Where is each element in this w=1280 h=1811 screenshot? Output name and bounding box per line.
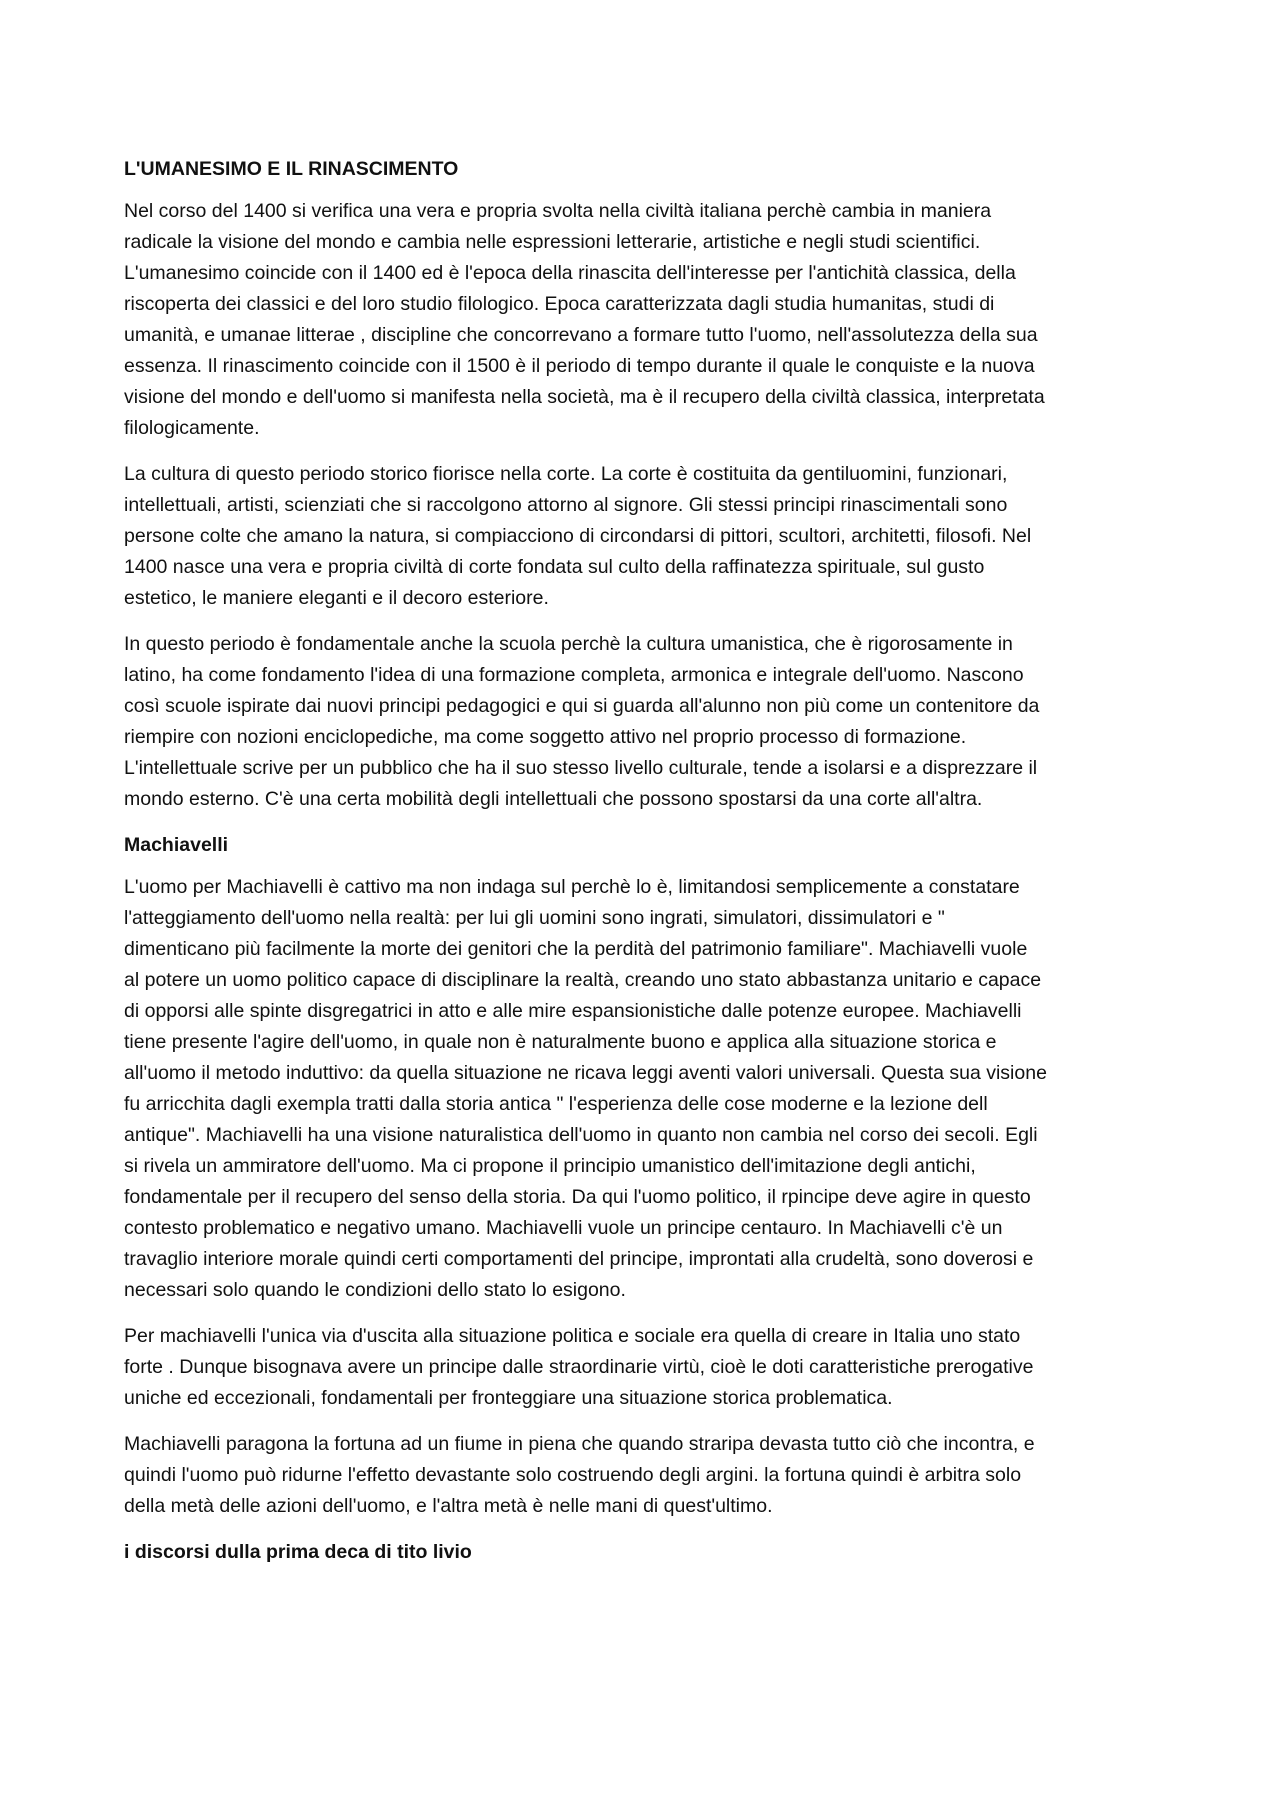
text-line: l'atteggiamento dell'uomo nella realtà: per lui gli uomini sono ingrati, simulatori, dissimulatori e " [124,907,945,929]
text-line: riempire con nozioni enciclopediche, ma come soggetto attivo nel proprio processo di formazione. [124,726,967,748]
text-line: filologicamente. [124,417,260,439]
text-line: riscoperta dei classici e del loro studio filologico. Epoca caratterizzata dagli studia humanitas, studi di [124,293,995,315]
text-line: latino, ha come fondamento l'idea di una formazione completa, armonica e integrale dell'uomo. Nascono [124,664,1024,686]
text-line: L'uomo per Machiavelli è cattivo ma non indaga sul perchè lo è, limitandosi semplicemente a constatare [124,876,1020,898]
text-line: di opporsi alle spinte disgregatrici in atto e alle mire espansionistiche dalle potenze europee. Machiavelli [124,1000,1022,1022]
text-line: forte . Dunque bisognava avere un principe dalle straordinarie virtù, cioè le doti caratteristiche prerogative [124,1356,1034,1378]
document-title: L'UMANESIMO E IL RINASCIMENTO [124,158,459,180]
text-line: La cultura di questo periodo storico fiorisce nella corte. La corte è costituita da gentiluomini, funzionari, [124,463,1008,485]
text-line: persone colte che amano la natura, si compiacciono di circondarsi di pittori, scultori, architetti, filosofi. Nel [124,525,1032,547]
paragraph-fortuna [124,1429,1174,1522]
text-line: fondamentale per il recupero del senso della storia. Da qui l'uomo politico, il rpincipe deve agire in questo [124,1186,1031,1208]
paragraph-stato-forte [124,1321,1174,1414]
document-page [124,154,1174,1579]
text-line: all'uomo il metodo induttivo: da quella situazione ne ricava leggi aventi valori universali. Questa sua visione [124,1062,1047,1084]
text-line: Nel corso del 1400 si verifica una vera e propria svolta nella civiltà italiana perchè cambia in maniera [124,200,992,222]
text-line: estetico, le maniere eleganti e il decoro esteriore. [124,587,549,609]
text-line: L'umanesimo coincide con il 1400 ed è l'epoca della rinascita dell'interesse per l'antichità classica, della [124,262,1016,284]
paragraph-scuola [124,629,1174,815]
text-line: al potere un uomo politico capace di disciplinare la realtà, creando uno stato abbastanza unitario e capace [124,969,1042,991]
text-line: contesto problematico e negativo umano. Machiavelli vuole un principe centauro. In Machiavelli c'è un [124,1217,1003,1239]
text-line: antique". Machiavelli ha una visione naturalistica dell'uomo in quanto non cambia nel corso dei secoli. Egli [124,1124,1038,1146]
text-line: In questo periodo è fondamentale anche la scuola perchè la cultura umanistica, che è rigorosamente in [124,633,1013,655]
text-line: Per machiavelli l'unica via d'uscita alla situazione politica e sociale era quella di creare in Italia uno stato [124,1325,1021,1347]
text-line: necessari solo quando le condizioni dello stato lo esigono. [124,1279,626,1301]
text-line: tiene presente l'agire dell'uomo, in quale non è naturalmente buono e applica alla situazione storica e [124,1031,997,1053]
paragraph-corte [124,459,1174,614]
text-line: 1400 nasce una vera e propria civiltà di corte fondata sul culto della raffinatezza spirituale, sul gusto [124,556,985,578]
text-line: così scuole ispirate dai nuovi principi pedagogici e qui si guarda all'alunno non più come un contenitore da [124,695,1040,717]
text-line: L'intellettuale scrive per un pubblico che ha il suo stesso livello culturale, tende a isolarsi e a disprezzare il [124,757,1038,779]
text-line: mondo esterno. C'è una certa mobilità degli intellettuali che possono spostarsi da una corte all'altra. [124,788,983,810]
text-line: della metà delle azioni dell'uomo, e l'altra metà è nelle mani di quest'ultimo. [124,1495,773,1517]
text-line: quindi l'uomo può ridurne l'effetto devastante solo costruendo degli argini. la fortuna quindi è arbitra solo [124,1464,1022,1486]
paragraph-machiavelli-uomo [124,872,1174,1306]
text-line: Machiavelli paragona la fortuna ad un fiume in piena che quando straripa devasta tutto ciò che incontra, e [124,1433,1035,1455]
text-line: uniche ed eccezionali, fondamentali per fronteggiare una situazione storica problematica. [124,1387,893,1409]
text-line: fu arricchita dagli exempla tratti dalla storia antica " l'esperienza delle cose moderne e la lezione dell [124,1093,988,1115]
section-heading-discorsi: i discorsi dulla prima deca di tito livio [124,1541,472,1563]
text-line: radicale la visione del mondo e cambia nelle espressioni letterarie, artistiche e negli studi scientifici. [124,231,981,253]
text-line: travaglio interiore morale quindi certi comportamenti del principe, improntati alla crudeltà, sono doverosi e [124,1248,1034,1270]
text-line: si rivela un ammiratore dell'uomo. Ma ci propone il principio umanistico dell'imitazione degli antichi, [124,1155,976,1177]
text-line: intellettuali, artisti, scienziati che si raccolgono attorno al signore. Gli stessi principi rinascimentali sono [124,494,1008,516]
text-line: dimenticano più facilmente la morte dei genitori che la perdità del patrimonio familiare". Machiavelli vuole [124,938,1028,960]
text-line: visione del mondo e dell'uomo si manifesta nella società, ma è il recupero della civiltà classica, interpretata [124,386,1045,408]
paragraph-umanesimo [124,196,1174,444]
text-line: umanità, e umanae litterae , discipline che concorrevano a formare tutto l'uomo, nell'assolutezza della sua [124,324,1038,346]
section-heading-machiavelli: Machiavelli [124,834,229,856]
text-line: essenza. Il rinascimento coincide con il 1500 è il periodo di tempo durante il quale le conquiste e la nuova [124,355,1035,377]
